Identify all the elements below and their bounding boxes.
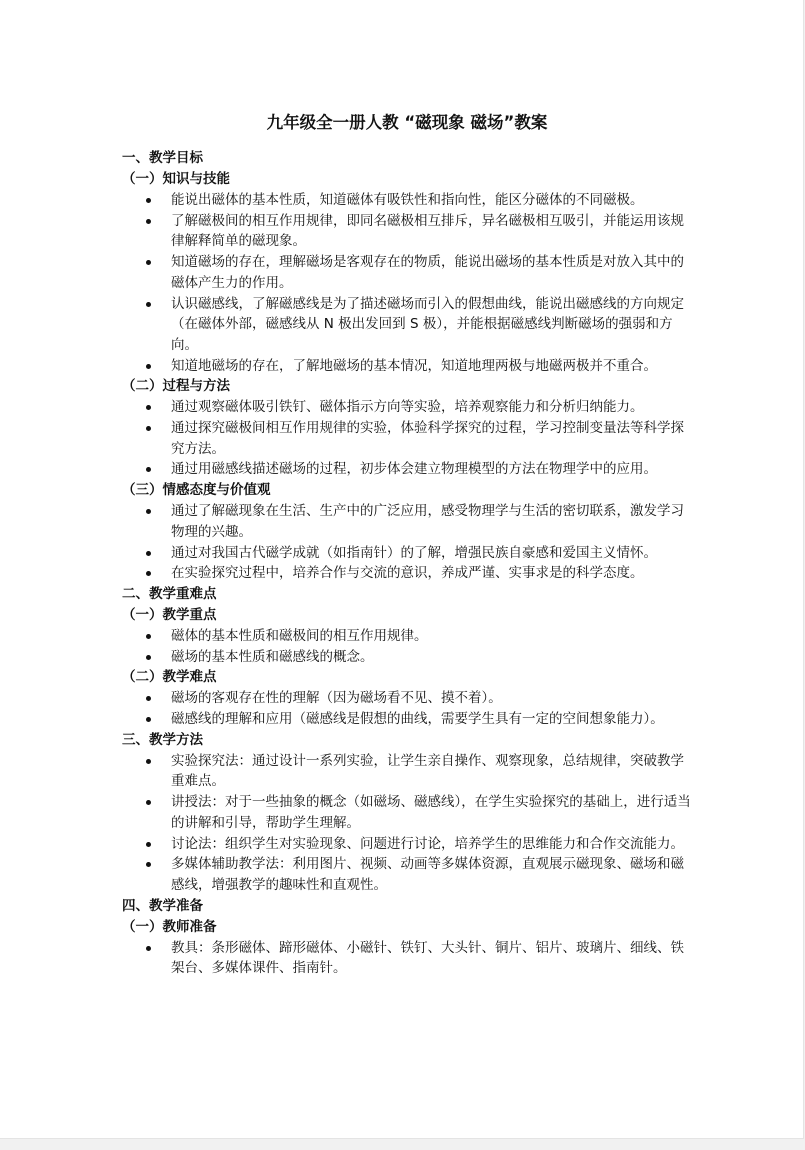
- section: [122, 584, 692, 730]
- document-title: 九年级全一册人教 “磁现象 磁场”教案: [266, 113, 548, 132]
- bullet-dot-icon: [146, 405, 151, 410]
- list-item: [122, 356, 692, 377]
- list-item-text: 知道磁场的存在，理解磁场是客观存在的物质，能说出磁场的基本性质是对放入其中的磁体产生力的作用。: [171, 254, 684, 291]
- document-body: [122, 111, 692, 979]
- list-item: [122, 252, 692, 293]
- list-item: [122, 709, 692, 730]
- bullet-dot-icon: [146, 364, 151, 369]
- bullet-list: [122, 688, 692, 729]
- bullet-dot-icon: [146, 946, 151, 951]
- sections-container: [122, 148, 692, 979]
- subsection-heading: （一）知识与技能: [122, 171, 230, 187]
- list-item: [122, 211, 692, 252]
- list-item: [122, 190, 692, 211]
- section: [122, 896, 692, 979]
- section: [122, 730, 692, 896]
- bullet-dot-icon: [146, 842, 151, 847]
- list-item-text: 通过用磁感线描述磁场的过程，初步体会建立物理模型的方法在物理学中的应用。: [171, 461, 657, 478]
- bullet-dot-icon: [146, 634, 151, 639]
- list-item-text: 磁感线的理解和应用（磁感线是假想的曲线，需要学生具有一定的空间想象能力）。: [171, 711, 664, 728]
- list-item: [122, 418, 692, 459]
- bullet-dot-icon: [146, 571, 151, 576]
- subsection-heading: （二）过程与方法: [122, 378, 230, 395]
- list-item-text: 磁体的基本性质和磁极间的相互作用规律。: [171, 627, 428, 644]
- subsection-heading: （二）教学难点: [122, 669, 217, 686]
- bullet-dot-icon: [146, 426, 151, 431]
- list-item-text: 教具：条形磁体、蹄形磁体、小磁针、铁钉、大头针、铜片、铝片、玻璃片、细线、铁架台、多媒体课件、指南针。: [171, 939, 684, 977]
- bullet-dot-icon: [146, 759, 151, 764]
- list-item-text: 了解磁极间的相互作用规律，即同名磁极相互排斥，异名磁极相互吸引，并能运用该规律解释简单的磁现象。: [171, 212, 684, 250]
- section-heading: 二、教学重难点: [122, 585, 217, 602]
- bullet-list: [122, 397, 692, 480]
- list-item: [122, 501, 692, 542]
- bullet-list: [122, 190, 692, 376]
- bullet-dot-icon: [146, 467, 151, 472]
- list-item-text: 认识磁感线，了解磁感线是为了描述磁场而引入的假想曲线，能说出磁感线的方向规定（在磁体外部，磁感线从 N 极出发回到 S 极），并能根据磁感线判断磁场的强弱和方向。: [171, 295, 684, 353]
- list-item-text: 讨论法：组织学生对实验现象、问题进行讨论，培养学生的思维能力和合作交流能力。: [171, 835, 684, 852]
- bullet-dot-icon: [146, 717, 151, 722]
- list-item-text: 通过对我国古代磁学成就（如指南针）的了解，增强民族自豪感和爱国主义情怀。: [171, 544, 657, 561]
- subsection-heading: （三）情感态度与价值观: [122, 482, 271, 499]
- subsection-heading: （一）教师准备: [122, 918, 217, 935]
- bullet-dot-icon: [146, 551, 151, 556]
- list-item: [122, 543, 692, 564]
- list-item: [122, 834, 692, 855]
- list-item-text: 讲授法：对于一些抽象的概念（如磁场、磁感线），在学生实验探究的基础上，进行适当的讲解和引导，帮助学生理解。: [171, 794, 691, 831]
- bullet-dot-icon: [146, 696, 151, 701]
- bullet-list: [122, 501, 692, 584]
- bullet-dot-icon: [146, 219, 151, 224]
- list-item: [122, 397, 692, 418]
- list-item-text: 知道地磁场的存在，了解地磁场的基本情况，知道地理两极与地磁两极并不重合。: [171, 357, 657, 374]
- section-heading: 四、教学准备: [122, 897, 203, 914]
- list-item-text: 通过观察磁体吸引铁钉、磁体指示方向等实验，培养观察能力和分析归纳能力。: [171, 399, 644, 416]
- bullet-dot-icon: [146, 260, 151, 265]
- section-heading: 三、教学方法: [122, 731, 203, 748]
- list-item-text: 实验探究法：通过设计一系列实验，让学生亲自操作、观察现象，总结规律，突破教学重难点。: [171, 752, 684, 790]
- list-item: [122, 688, 692, 709]
- section-heading: 一、教学目标: [122, 150, 203, 166]
- section: [122, 148, 692, 584]
- list-item-text: 多媒体辅助教学法：利用图片、视频、动画等多媒体资源，直观展示磁现象、磁场和磁感线，增强教学的趣味性和直观性。: [171, 856, 684, 893]
- list-item: [122, 459, 692, 480]
- bullet-dot-icon: [146, 862, 151, 867]
- bullet-list: [122, 938, 692, 979]
- list-item: [122, 647, 692, 668]
- bullet-dot-icon: [146, 198, 151, 203]
- list-item: [122, 751, 692, 792]
- subsection-heading: （一）教学重点: [122, 606, 217, 623]
- list-item: [122, 792, 692, 833]
- bullet-dot-icon: [146, 509, 151, 514]
- bullet-dot-icon: [146, 302, 151, 307]
- bullet-list: [122, 626, 692, 667]
- bullet-dot-icon: [146, 655, 151, 660]
- list-item-text: 磁场的客观存在性的理解（因为磁场看不见、摸不着）。: [171, 690, 502, 707]
- list-item: [122, 563, 692, 584]
- list-item: [122, 626, 692, 647]
- list-item-text: 磁场的基本性质和磁感线的概念。: [171, 648, 374, 665]
- list-item: [122, 938, 692, 979]
- list-item-text: 通过探究磁极间相互作用规律的实验，体验科学探究的过程，学习控制变量法等科学探究方法。: [171, 420, 684, 457]
- list-item: [122, 294, 692, 356]
- bullet-list: [122, 751, 692, 896]
- bullet-dot-icon: [146, 800, 151, 805]
- list-item-text: 在实验探究过程中，培养合作与交流的意识，养成严谨、实事求是的科学态度。: [171, 565, 644, 582]
- list-item-text: 能说出磁体的基本性质，知道磁体有吸铁性和指向性，能区分磁体的不同磁极。: [171, 192, 644, 208]
- list-item: [122, 854, 692, 895]
- list-item-text: 通过了解磁现象在生活、生产中的广泛应用，感受物理学与生活的密切联系，激发学习物理的兴趣。: [171, 503, 684, 540]
